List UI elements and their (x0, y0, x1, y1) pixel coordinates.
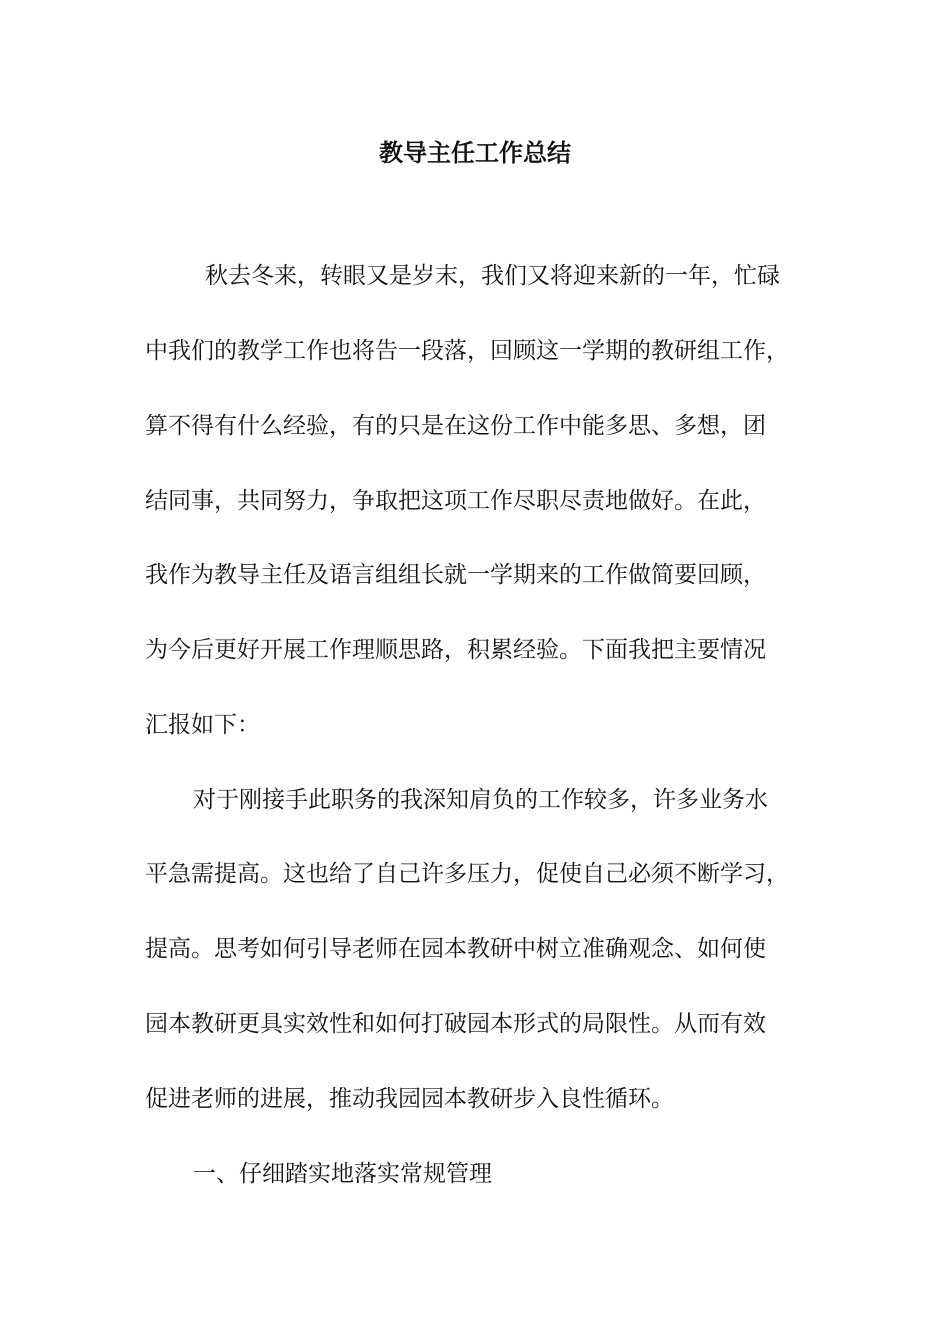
paragraph-2-line-5: 促进老师的进展，推动我园园本教研步入良性循环。 (145, 1086, 674, 1112)
paragraph-1-line-6: 为今后更好开展工作理顺思路，积累经验。下面我把主要情况 (145, 637, 766, 663)
paragraph-1-line-1: 秋去冬来，转眼又是岁末，我们又将迎来新的一年，忙碌 (205, 263, 780, 289)
paragraph-1-line-4: 结同事，共同努力，争取把这项工作尽职尽责地做好。在此， (145, 488, 766, 514)
paragraph-2-line-1: 对于刚接手此职务的我深知肩负的工作较多，许多业务水 (193, 787, 768, 813)
paragraph-1-line-3: 算不得有什么经验，有的只是在这份工作中能多思、多想，团 (145, 413, 766, 439)
document-title: 教导主任工作总结 (379, 139, 571, 167)
paragraph-1-line-2: 中我们的教学工作也将告一段落，回顾这一学期的教研组工作， (145, 338, 789, 364)
paragraph-2-line-3: 提高。思考如何引导老师在园本教研中树立准确观念、如何使 (145, 936, 766, 962)
paragraph-2-line-2: 平急需提高。这也给了自己许多压力，促使自己必须不断学习， (145, 861, 789, 887)
paragraph-1-line-7: 汇报如下： (145, 712, 260, 738)
paragraph-2-line-4: 园本教研更具实效性和如何打破园本形式的局限性。从而有效 (145, 1011, 766, 1037)
paragraph-1-line-5: 我作为教导主任及语言组组长就一学期来的工作做简要回顾， (145, 562, 766, 588)
section-heading-1: 一、仔细踏实地落实常规管理 (193, 1161, 492, 1187)
